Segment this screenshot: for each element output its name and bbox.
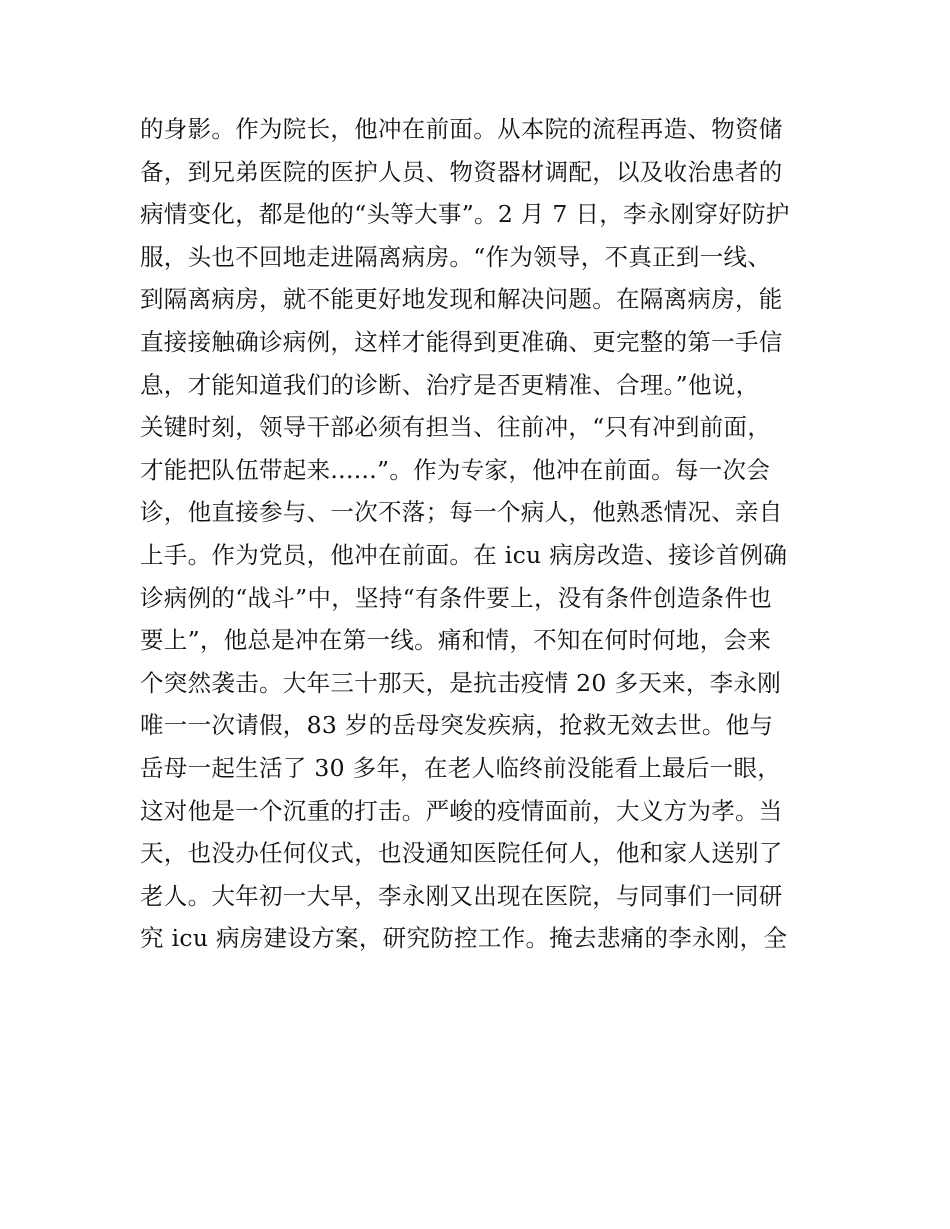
text-line: 的身影。作为院长，他冲在前面。从本院的流程再造、物资储 <box>140 115 783 143</box>
text-line: 关键时刻，领导干部必须有担当、往前冲，“只有冲到前面， <box>140 413 772 442</box>
text-line: 诊，他直接参与、一次不落；每一个病人，他熟悉情况、亲自 <box>140 498 783 527</box>
text-line: 这对他是一个沉重的打击。严峻的疫情面前，大义方为孝。当 <box>140 796 783 825</box>
text-line: 诊病例的“战斗”中，坚持“有条件要上，没有条件创造条件也 <box>140 583 772 612</box>
text-line: 岳母一起生活了 30 多年，在老人临终前没能看上最后一眼， <box>140 753 782 782</box>
text-line: 个突然袭击。大年三十那天，是抗击疫情 20 多天来，李永刚 <box>140 668 782 697</box>
body-text <box>140 108 820 960</box>
text-line: 老人。大年初一大早，李永刚又出现在医院，与同事们一同研 <box>140 881 783 910</box>
text-line: 备，到兄弟医院的医护人员、物资器材调配，以及收治患者的 <box>140 157 783 186</box>
text-line: 才能把队伍带起来......”。作为专家，他冲在前面。每一次会 <box>140 455 771 484</box>
text-line: 究 icu 病房建设方案，研究防控工作。掩去悲痛的李永刚，全 <box>140 924 788 953</box>
text-line: 要上”，他总是冲在第一线。痛和情，不知在何时何地，会来 <box>140 626 772 655</box>
text-line: 服，头也不回地走进隔离病房。“作为领导，不真正到一线、 <box>140 242 772 271</box>
text-line: 息，才能知道我们的诊断、治疗是否更精准、合理。”他说， <box>140 370 760 399</box>
text-line: 天，也没办任何仪式，也没通知医院任何人，他和家人送别了 <box>140 839 783 868</box>
text-line: 唯一一次请假，83 岁的岳母突发疾病，抢救无效去世。他与 <box>140 711 774 740</box>
text-line: 到隔离病房，就不能更好地发现和解决问题。在隔离病房，能 <box>140 285 783 314</box>
text-line: 病情变化，都是他的“头等大事”。2 月 7 日，李永刚穿好防护 <box>140 200 790 229</box>
text-line: 上手。作为党员，他冲在前面。在 icu 病房改造、接诊首例确 <box>140 540 788 569</box>
text-line: 直接接触确诊病例，这样才能得到更准确、更完整的第一手信 <box>140 327 783 356</box>
